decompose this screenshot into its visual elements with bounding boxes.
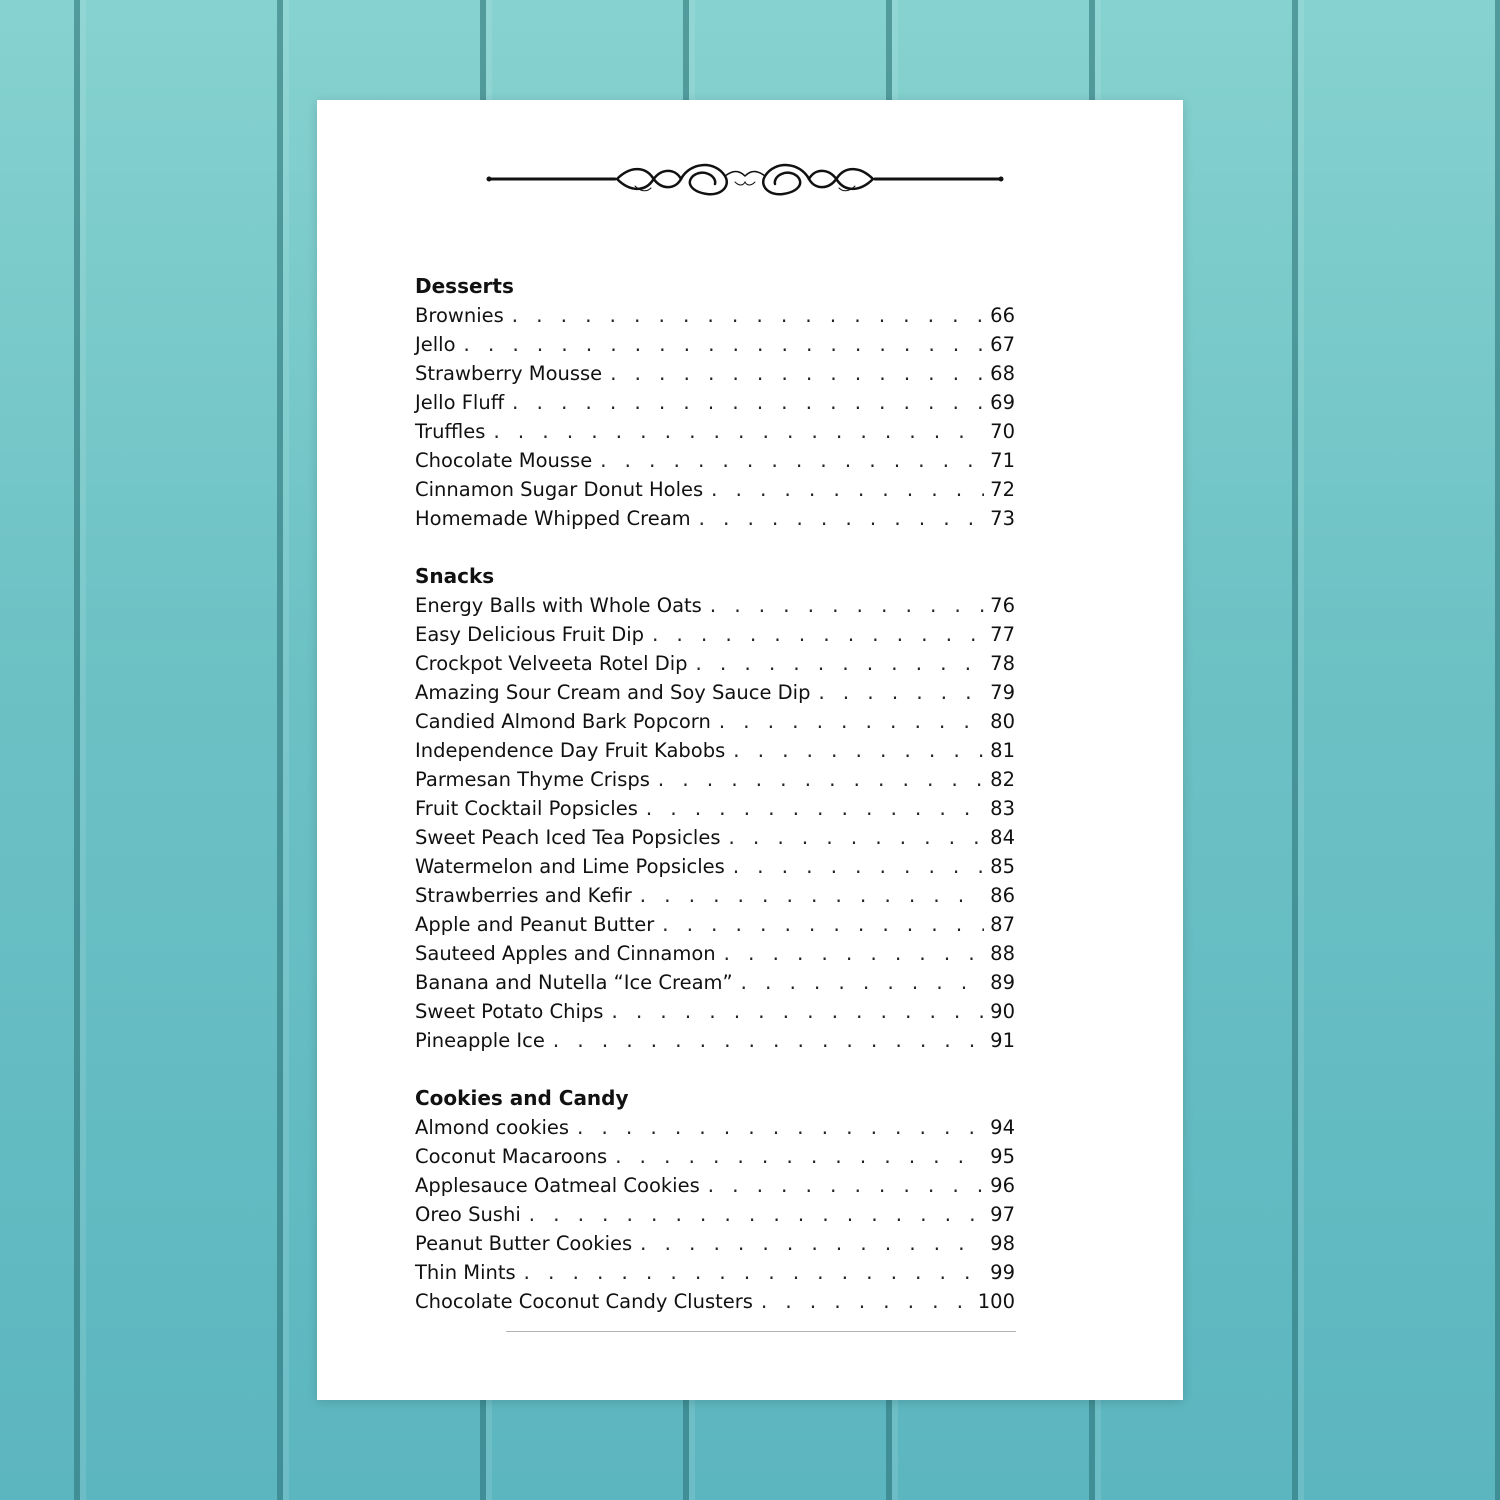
toc-entry: [415, 417, 1015, 446]
toc-entry: [415, 388, 1015, 417]
table-of-contents: [415, 272, 1015, 1316]
entry-title: Sweet Peach Iced Tea Popsicles: [415, 826, 721, 849]
dot-leader: [660, 912, 984, 941]
entry-page-number: 73: [990, 507, 1015, 530]
entry-page-number: 88: [990, 942, 1015, 965]
toc-entry: [415, 446, 1015, 475]
entry-page-number: 91: [990, 1029, 1015, 1052]
section-heading: Cookies and Candy: [415, 1086, 629, 1110]
dot-leader: [697, 506, 985, 535]
entry-title: Pineapple Ice: [415, 1029, 545, 1052]
entry-title: Parmesan Thyme Crisps: [415, 768, 650, 791]
dot-leader: [522, 1260, 985, 1289]
entry-title: Thin Mints: [415, 1261, 516, 1284]
dot-leader: [694, 651, 985, 680]
entry-title: Applesauce Oatmeal Cookies: [415, 1174, 700, 1197]
flourish-ornament-icon: [485, 156, 1005, 206]
entry-title: Watermelon and Lime Popsicles: [415, 855, 725, 878]
dot-leader: [709, 477, 984, 506]
entry-title: Strawberry Mousse: [415, 362, 603, 385]
dot-leader: [731, 738, 984, 767]
toc-entry: [415, 1229, 1015, 1258]
toc-entry: [415, 678, 1015, 707]
dot-leader: [656, 767, 984, 796]
toc-entry: [415, 649, 1015, 678]
toc-entry: [415, 852, 1015, 881]
entry-page-number: 66: [990, 304, 1015, 327]
dot-leader: [816, 680, 984, 709]
entry-title: Oreo Sushi: [415, 1203, 521, 1226]
entry-title: Easy Delicious Fruit Dip: [415, 623, 645, 646]
entry-title: Cinnamon Sugar Donut Holes: [415, 478, 704, 501]
dot-leader: [739, 970, 985, 999]
entry-page-number: 97: [990, 1203, 1015, 1226]
dot-leader: [727, 825, 985, 854]
dot-leader: [708, 593, 984, 622]
entry-title: Energy Balls with Whole Oats: [415, 594, 702, 617]
toc-entry: [415, 1200, 1015, 1229]
entry-page-number: 90: [990, 1000, 1015, 1023]
entry-page-number: 78: [990, 652, 1015, 675]
dot-leader: [510, 390, 984, 419]
entry-page-number: 95: [990, 1145, 1015, 1168]
entry-page-number: 71: [990, 449, 1015, 472]
entry-page-number: 76: [990, 594, 1015, 617]
dot-leader: [527, 1202, 984, 1231]
toc-entry: [415, 330, 1015, 359]
entry-title: Chocolate Coconut Candy Clusters: [415, 1290, 753, 1313]
entry-title: Truffles: [415, 420, 486, 443]
entry-page-number: 69: [990, 391, 1015, 414]
toc-entry: [415, 736, 1015, 765]
entry-page-number: 72: [990, 478, 1015, 501]
entry-title: Apple and Peanut Butter: [415, 913, 655, 936]
dot-leader: [575, 1115, 984, 1144]
dot-leader: [608, 361, 984, 390]
entry-page-number: 81: [990, 739, 1015, 762]
toc-entry: [415, 1113, 1015, 1142]
entry-page-number: 86: [990, 884, 1015, 907]
entry-page-number: 67: [990, 333, 1015, 356]
entry-page-number: 68: [990, 362, 1015, 385]
toc-entry: [415, 1258, 1015, 1287]
entry-title: Independence Day Fruit Kabobs: [415, 739, 726, 762]
dot-leader: [491, 419, 984, 448]
document-page: [317, 100, 1183, 1400]
entry-title: Amazing Sour Cream and Soy Sauce Dip: [415, 681, 811, 704]
entry-page-number: 77: [990, 623, 1015, 646]
dot-leader: [510, 303, 984, 332]
entry-page-number: 79: [990, 681, 1015, 704]
entry-page-number: 82: [990, 768, 1015, 791]
entry-title: Strawberries and Kefir: [415, 884, 632, 907]
toc-entry: [415, 620, 1015, 649]
entry-page-number: 94: [990, 1116, 1015, 1139]
entry-title: Jello Fluff: [415, 391, 505, 414]
entry-title: Sweet Potato Chips: [415, 1000, 604, 1023]
entry-title: Coconut Macaroons: [415, 1145, 608, 1168]
dot-leader: [613, 1144, 984, 1173]
toc-entry: [415, 1142, 1015, 1171]
toc-entry: [415, 997, 1015, 1026]
dot-leader: [551, 1028, 984, 1057]
entry-page-number: 70: [990, 420, 1015, 443]
dot-leader: [706, 1173, 984, 1202]
entry-title: Banana and Nutella “Ice Cream”: [415, 971, 733, 994]
dot-leader: [717, 709, 984, 738]
toc-entry: [415, 591, 1015, 620]
section-heading: Snacks: [415, 564, 495, 588]
dot-leader: [650, 622, 984, 651]
entry-page-number: 89: [990, 971, 1015, 994]
entry-title: Brownies: [415, 304, 504, 327]
toc-entry: [415, 939, 1015, 968]
entry-page-number: 96: [990, 1174, 1015, 1197]
toc-entry: [415, 794, 1015, 823]
toc-entry: [415, 1287, 1015, 1316]
toc-entry: [415, 1171, 1015, 1200]
entry-title: Peanut Butter Cookies: [415, 1232, 633, 1255]
dot-leader: [598, 448, 984, 477]
entry-page-number: 85: [990, 855, 1015, 878]
entry-page-number: 100: [977, 1290, 1015, 1313]
toc-entry: [415, 765, 1015, 794]
entry-page-number: 83: [990, 797, 1015, 820]
dot-leader: [722, 941, 985, 970]
toc-entry: [415, 823, 1015, 852]
toc-entry: [415, 707, 1015, 736]
section-heading: Desserts: [415, 274, 514, 298]
toc-entry: [415, 301, 1015, 330]
toc-section: [415, 1084, 1015, 1316]
toc-entry: [415, 910, 1015, 939]
entry-title: Sauteed Apples and Cinnamon: [415, 942, 716, 965]
toc-entry: [415, 968, 1015, 997]
dot-leader: [462, 332, 985, 361]
toc-entry: [415, 881, 1015, 910]
entry-title: Fruit Cocktail Popsicles: [415, 797, 638, 820]
entry-title: Homemade Whipped Cream: [415, 507, 691, 530]
entry-title: Jello: [415, 333, 456, 356]
toc-entry: [415, 504, 1015, 533]
dot-leader: [731, 854, 984, 883]
dot-leader: [644, 796, 984, 825]
entry-title: Crockpot Velveeta Rotel Dip: [415, 652, 688, 675]
toc-entry: [415, 359, 1015, 388]
entry-page-number: 84: [990, 826, 1015, 849]
entry-page-number: 87: [990, 913, 1015, 936]
entry-title: Candied Almond Bark Popcorn: [415, 710, 711, 733]
entry-title: Almond cookies: [415, 1116, 570, 1139]
toc-section: [415, 562, 1015, 1055]
toc-section: [415, 272, 1015, 533]
entry-title: Chocolate Mousse: [415, 449, 593, 472]
dot-leader: [609, 999, 984, 1028]
toc-entry: [415, 475, 1015, 504]
dot-leader: [638, 1231, 984, 1260]
entry-page-number: 80: [990, 710, 1015, 733]
dot-leader: [759, 1289, 972, 1318]
dot-leader: [638, 883, 984, 912]
entry-page-number: 99: [990, 1261, 1015, 1284]
footer-divider: [506, 1331, 1016, 1332]
entry-page-number: 98: [990, 1232, 1015, 1255]
toc-entry: [415, 1026, 1015, 1055]
